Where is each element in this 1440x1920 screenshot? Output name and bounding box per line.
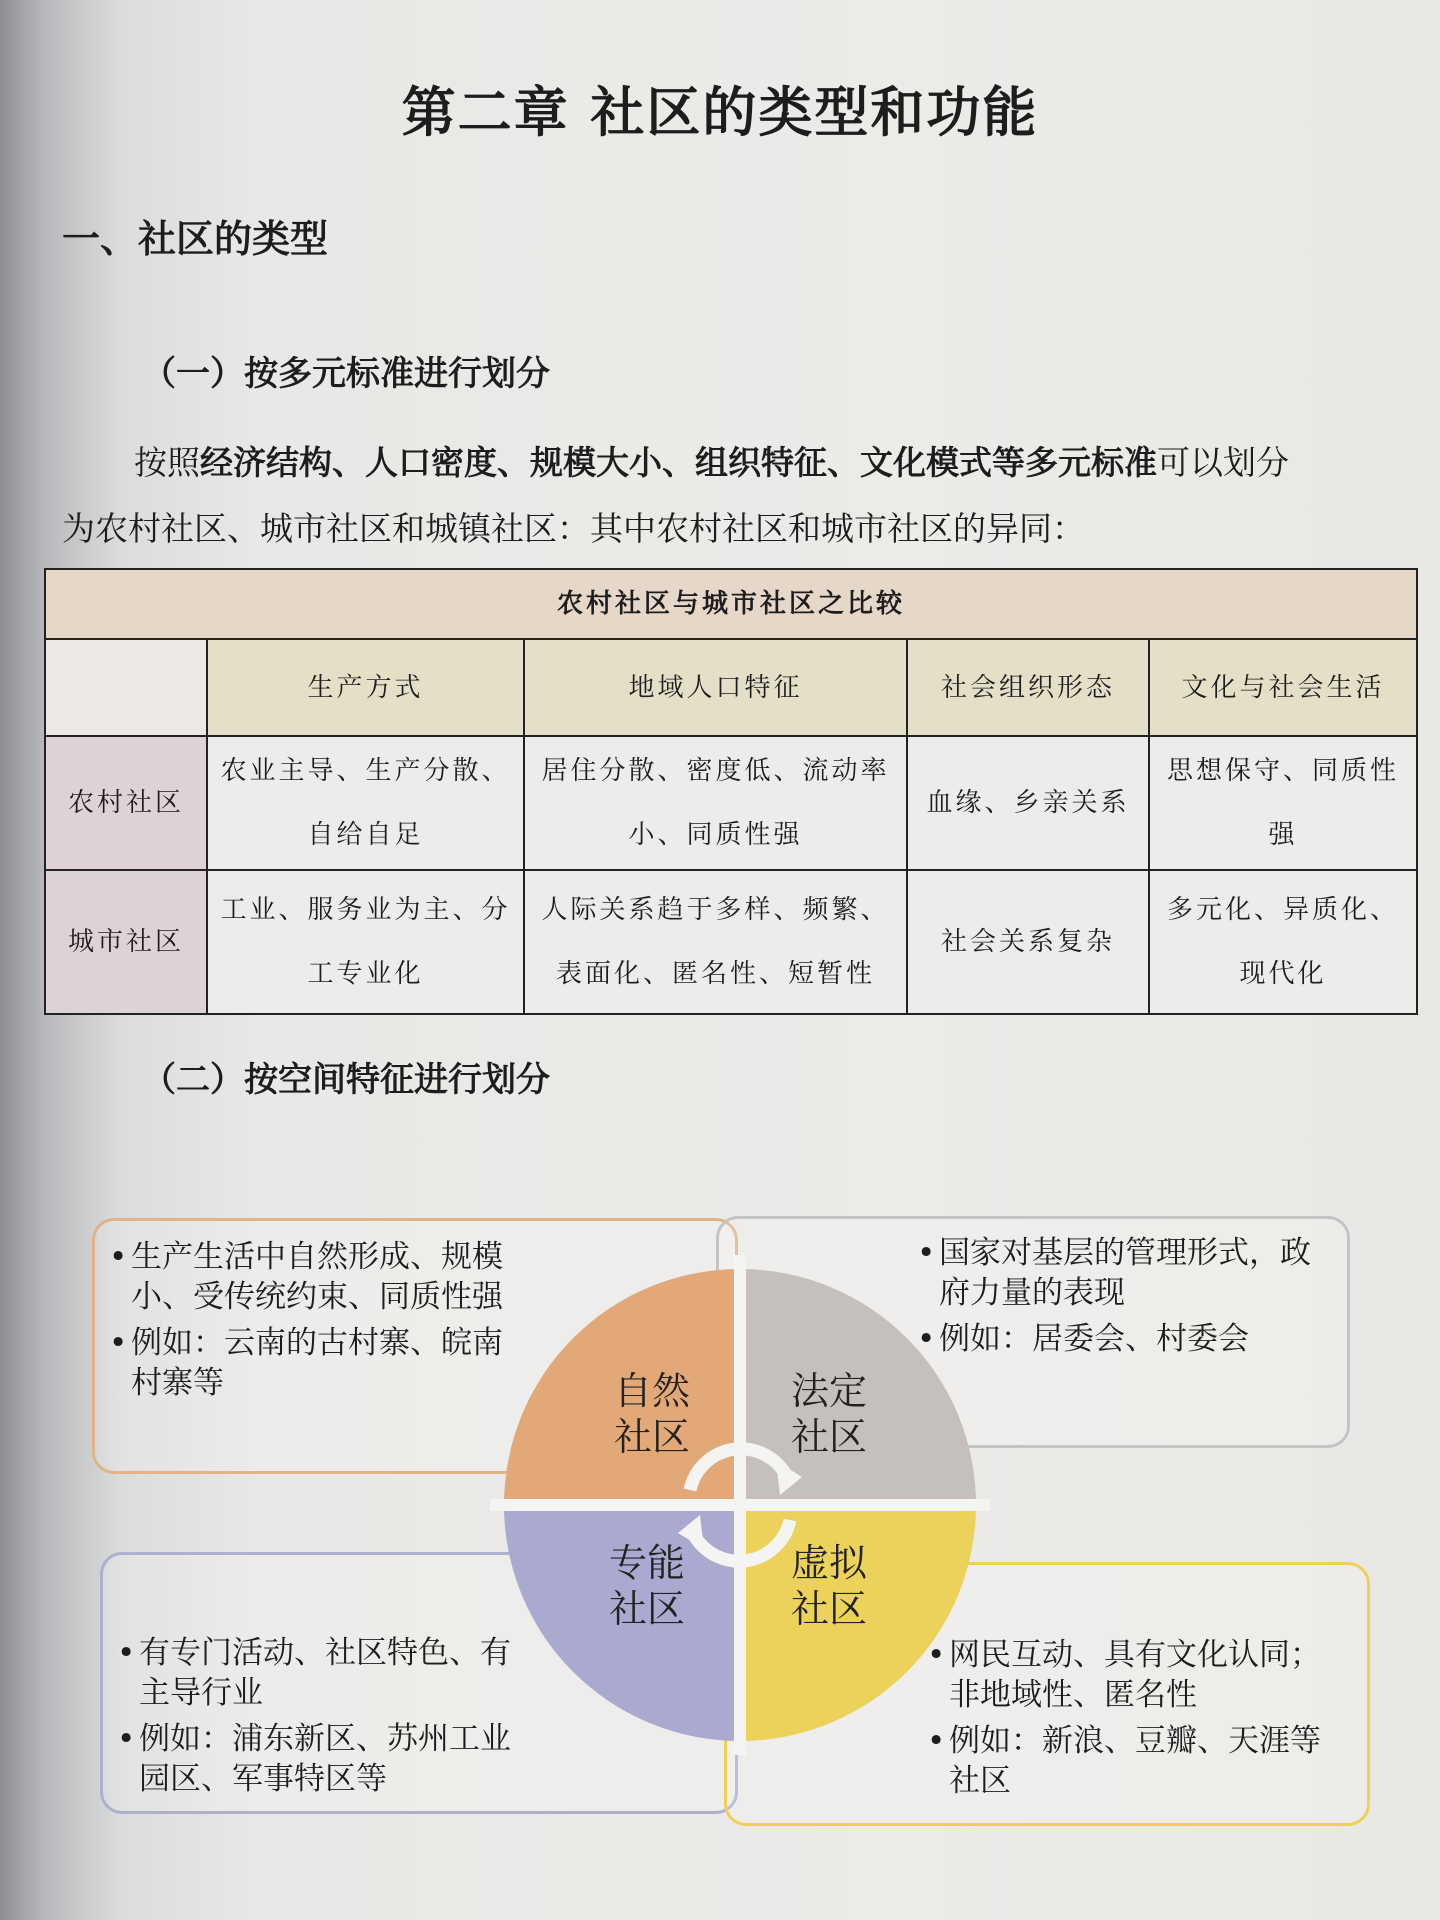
table-cell: 工业、服务业为主、分工专业化 — [207, 870, 524, 1014]
table-cell: 农业主导、生产分散、自给自足 — [207, 736, 524, 870]
subsection-heading-2: （二）按空间特征进行划分 — [142, 1060, 550, 1100]
functional-community-label: 专能社区 — [608, 1541, 685, 1631]
legal-point: • 例如：居委会、村委会 — [917, 1319, 1337, 1359]
table-caption: 农村社区与城市社区之比较 — [45, 569, 1417, 639]
table-corner — [45, 639, 207, 736]
community-type-circle — [490, 1255, 990, 1755]
table-cell: 思想保守、同质性强 — [1149, 736, 1417, 870]
table-cell: 人际关系趋于多样、频繁、表面化、匿名性、短暂性 — [524, 870, 907, 1014]
natural-community-label: 自然社区 — [613, 1369, 690, 1459]
virtual-point: • 网民互动、具有文化认同；非地域性、匿名性 — [927, 1635, 1347, 1715]
virtual-point: • 例如：新浪、豆瓣、天涯等社区 — [927, 1721, 1347, 1801]
para-bold-criteria: 经济结构、人口密度、规模大小、组织特征、文化模式等多元标准 — [200, 443, 1157, 482]
legal-point: • 国家对基层的管理形式，政府力量的表现 — [917, 1233, 1337, 1313]
legal-community-label: 法定社区 — [790, 1369, 867, 1459]
column-header: 生产方式 — [207, 639, 524, 736]
virtual-community-label: 虚拟社区 — [790, 1541, 867, 1631]
subsection-heading-1: （一）按多元标准进行划分 — [142, 354, 550, 394]
page-title: 第二章 社区的类型和功能 — [401, 81, 1039, 144]
row-header: 城市社区 — [45, 870, 207, 1014]
table-cell: 社会关系复杂 — [907, 870, 1149, 1014]
column-header: 文化与社会生活 — [1149, 639, 1417, 736]
column-header: 地域人口特征 — [524, 639, 907, 736]
table-cell: 多元化、异质化、现代化 — [1149, 870, 1417, 1014]
natural-point: • 例如：云南的古村寨、皖南村寨等 — [109, 1323, 529, 1403]
natural-point: • 生产生活中自然形成、规模小、受传统约束、同质性强 — [109, 1237, 529, 1317]
functional-point: • 例如：浦东新区、苏州工业园区、军事特区等 — [117, 1719, 537, 1799]
comparison-table — [44, 568, 1418, 1015]
para-mid: 可以划分 — [1157, 443, 1289, 482]
table-cell: 血缘、乡亲关系 — [907, 736, 1149, 870]
table-cell: 居住分散、密度低、流动率小、同质性强 — [524, 736, 907, 870]
para-start: 按照 — [134, 443, 200, 482]
column-header: 社会组织形态 — [907, 639, 1149, 736]
para-line2: 为农村社区、城市社区和城镇社区：其中农村社区和城市社区的异同： — [62, 509, 1085, 548]
row-header: 农村社区 — [45, 736, 207, 870]
section-heading: 一、社区的类型 — [62, 217, 329, 261]
functional-point: • 有专门活动、社区特色、有主导行业 — [117, 1633, 537, 1713]
intro-paragraph — [62, 430, 1412, 562]
